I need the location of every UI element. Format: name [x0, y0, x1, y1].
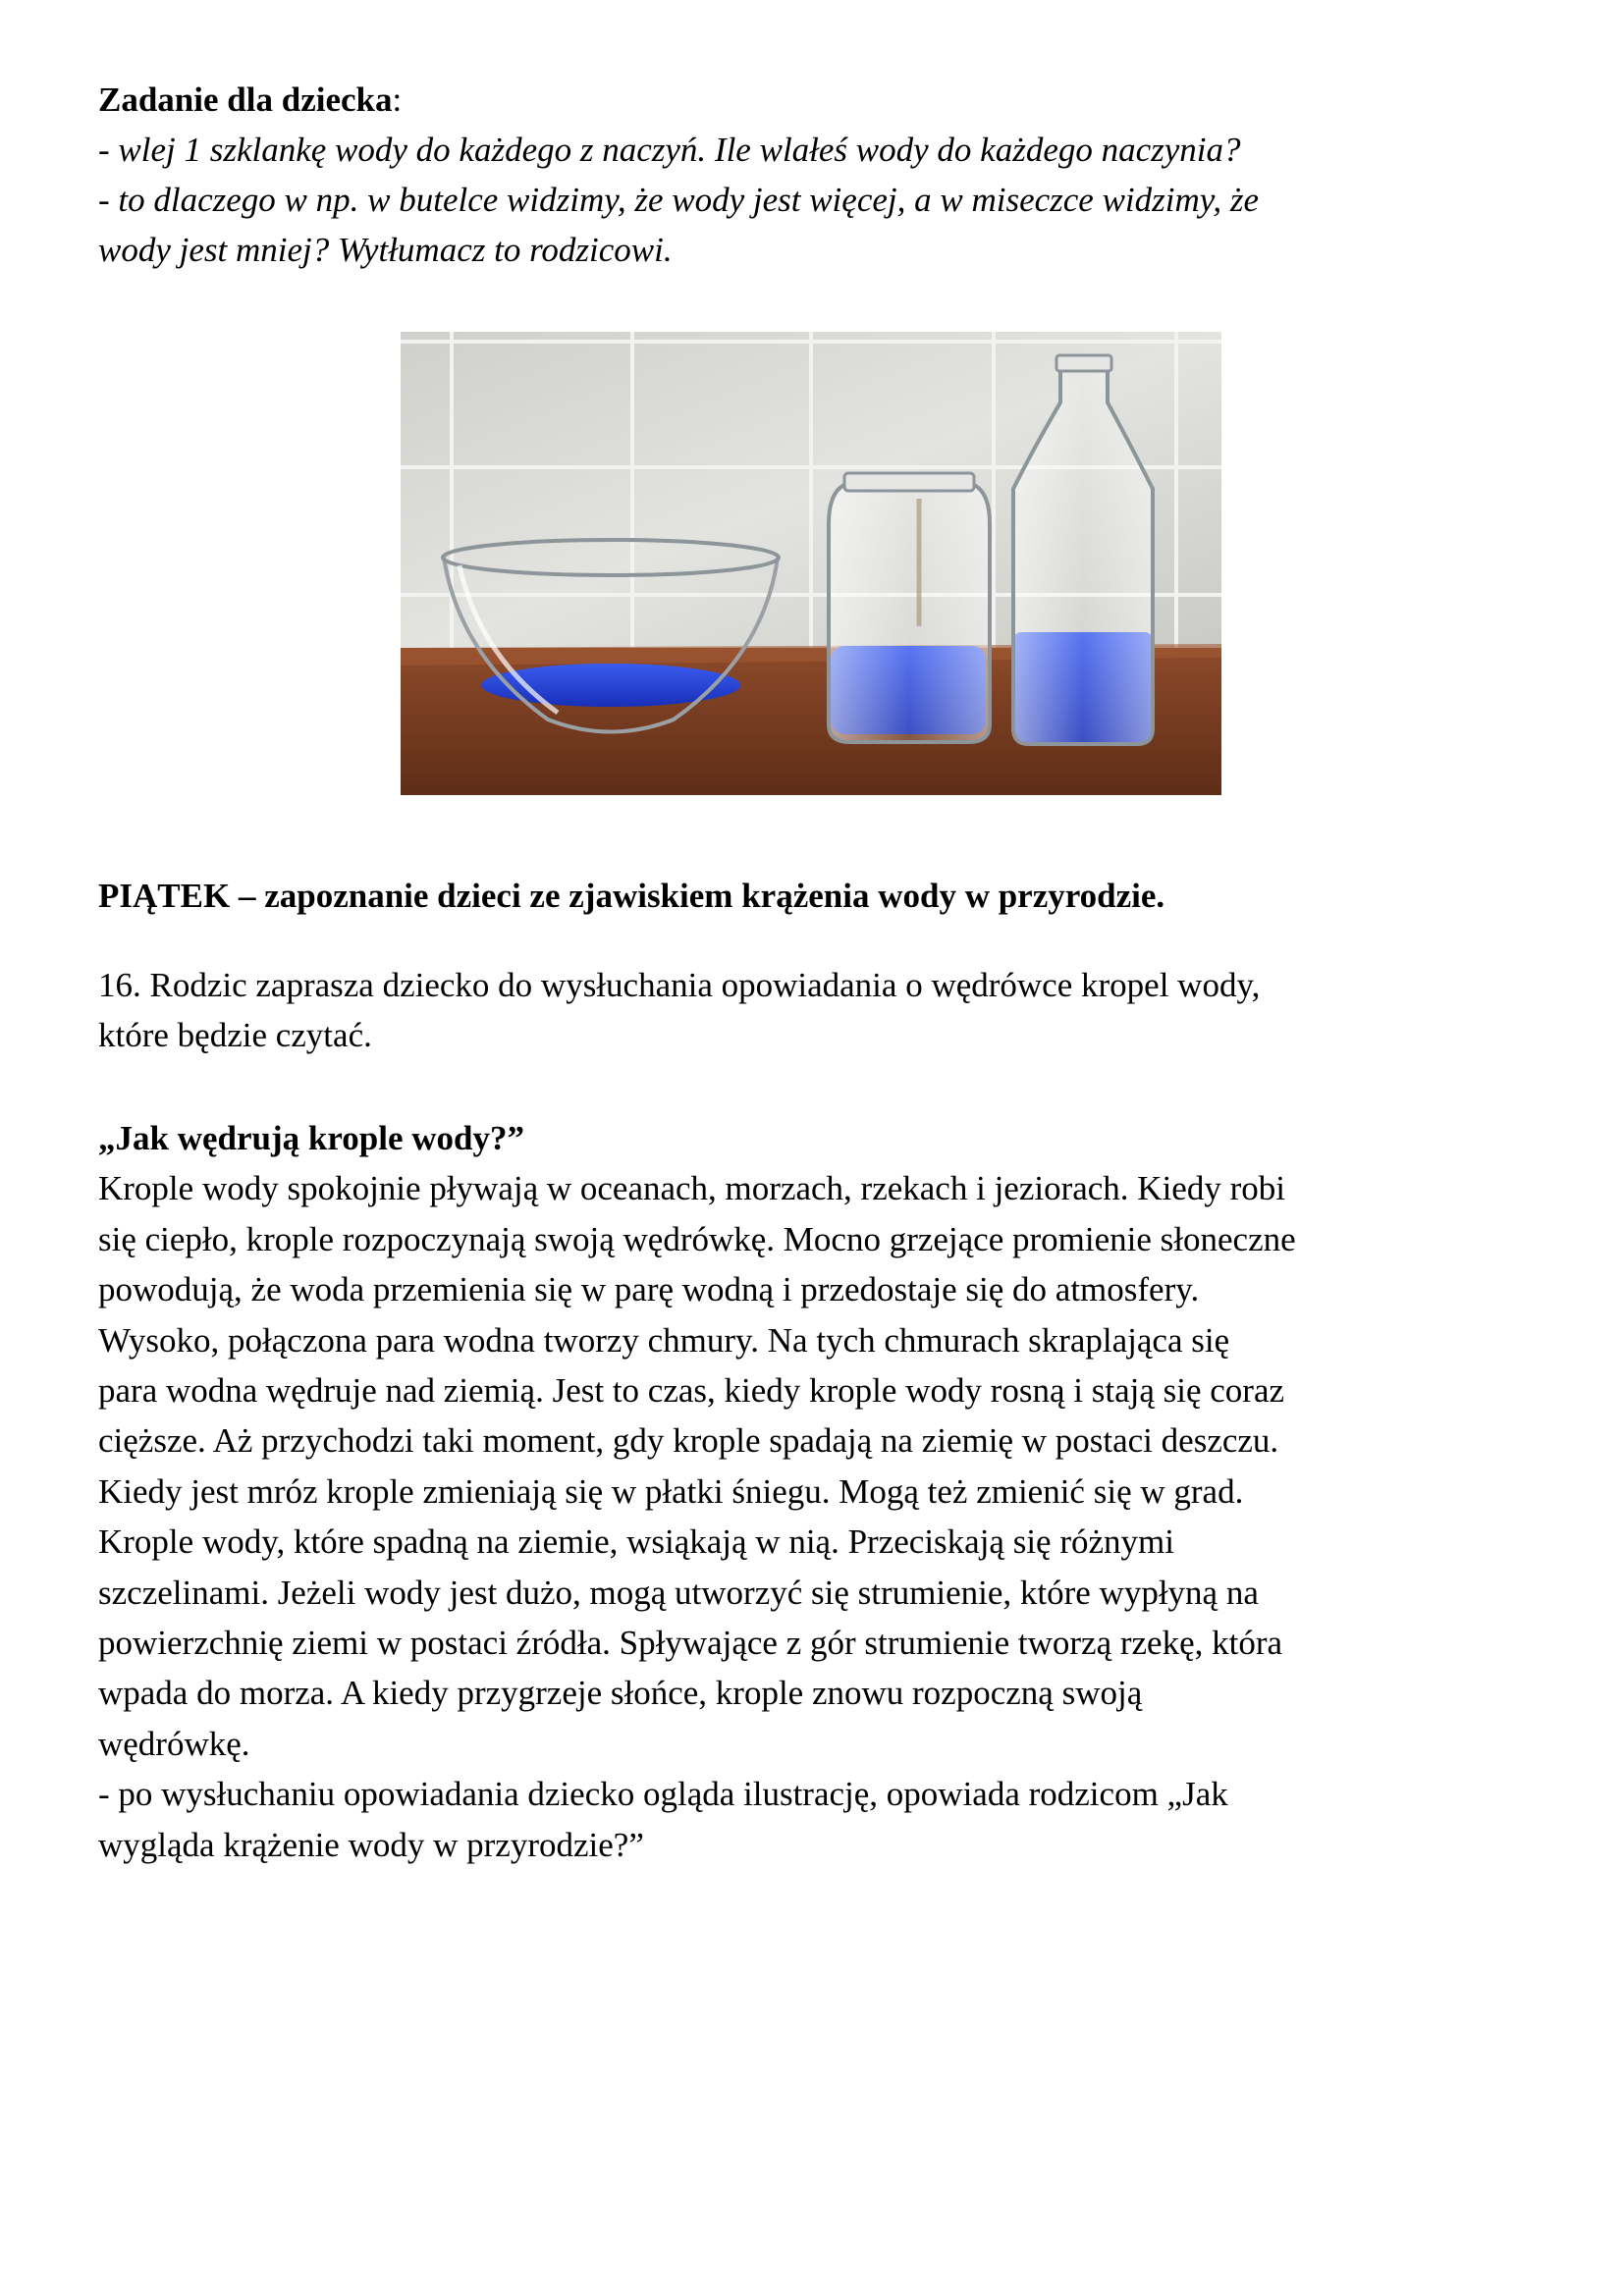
- task-line: - wlej 1 szklankę wody do każdego z naczyń. Ile wlałeś wody do każdego naczynia?: [98, 131, 1241, 169]
- story-line: się ciepło, krople rozpoczynają swoją wędrówkę. Mocno grzejące promienie słoneczne: [98, 1219, 1296, 1258]
- story-line: powodują, że woda przemienia się w parę wodną i przedostaje się do atmosfery.: [98, 1270, 1200, 1309]
- task-heading: [98, 75, 1453, 125]
- task-section: [98, 75, 1453, 275]
- story-section: [98, 1113, 1492, 1870]
- story-line: para wodna wędruje nad ziemią. Jest to czas, kiedy krople wody rosną i stają się coraz: [98, 1371, 1285, 1411]
- story-line: wygląda krążenie wody w przyrodzie?”: [98, 1825, 644, 1864]
- task-line: wody jest mniej? Wytłumacz to rodzicowi.: [98, 231, 673, 269]
- task-title-colon: :: [392, 80, 403, 119]
- story-line: Kiedy jest mróz krople zmieniają się w płatki śniegu. Mogą też zmienić się w grad.: [98, 1471, 1244, 1511]
- story-title: „Jak wędrują krople wody?”: [98, 1119, 524, 1157]
- story-line: wpada do morza. A kiedy przygrzeje słońce, krople znowu rozpoczną swoją: [98, 1674, 1143, 1713]
- story-line: wędrówkę.: [98, 1724, 250, 1763]
- intro-line: które będzie czytać.: [98, 1016, 372, 1054]
- intro-line: 16. Rodzic zaprasza dziecko do wysłuchania opowiadania o wędrówce kropel wody,: [98, 966, 1261, 1004]
- story-line: cięższe. Aż przychodzi taki moment, gdy krople spadają na ziemię w postaci deszczu.: [98, 1421, 1279, 1461]
- story-line: Krople wody spokojnie pływają w oceanach, morzach, rzekach i jeziorach. Kiedy robi: [98, 1169, 1285, 1208]
- intro-paragraph: [98, 960, 1473, 1060]
- task-title: Zadanie dla dziecka: [98, 80, 393, 119]
- glass-jar: [829, 473, 990, 742]
- story-line: - po wysłuchaniu opowiadania dziecko ogląda ilustrację, opowiada rodzicom „Jak: [98, 1775, 1228, 1814]
- story-line: Krople wody, które spadną na ziemie, wsiąkają w nią. Przeciskają się różnymi: [98, 1522, 1174, 1562]
- story-line: szczelinami. Jeżeli wody jest dużo, mogą utworzyć się strumienie, które wypłyną na: [98, 1573, 1259, 1612]
- story-line: powierzchnię ziemi w postaci źródła. Spływające z gór strumienie tworzą rzekę, która: [98, 1624, 1283, 1663]
- photo-illustration: [401, 332, 1221, 795]
- section-heading: PIĄTEK – zapoznanie dzieci ze zjawiskiem krążenia wody w przyrodzie.: [98, 877, 1165, 915]
- task-line: - to dlaczego w np. w butelce widzimy, że wody jest więcej, a w miseczce widzimy, że: [98, 181, 1260, 219]
- story-line: Wysoko, połączona para wodna tworzy chmury. Na tych chmurach skraplająca się: [98, 1320, 1230, 1360]
- water-vessels-photo: [401, 332, 1221, 795]
